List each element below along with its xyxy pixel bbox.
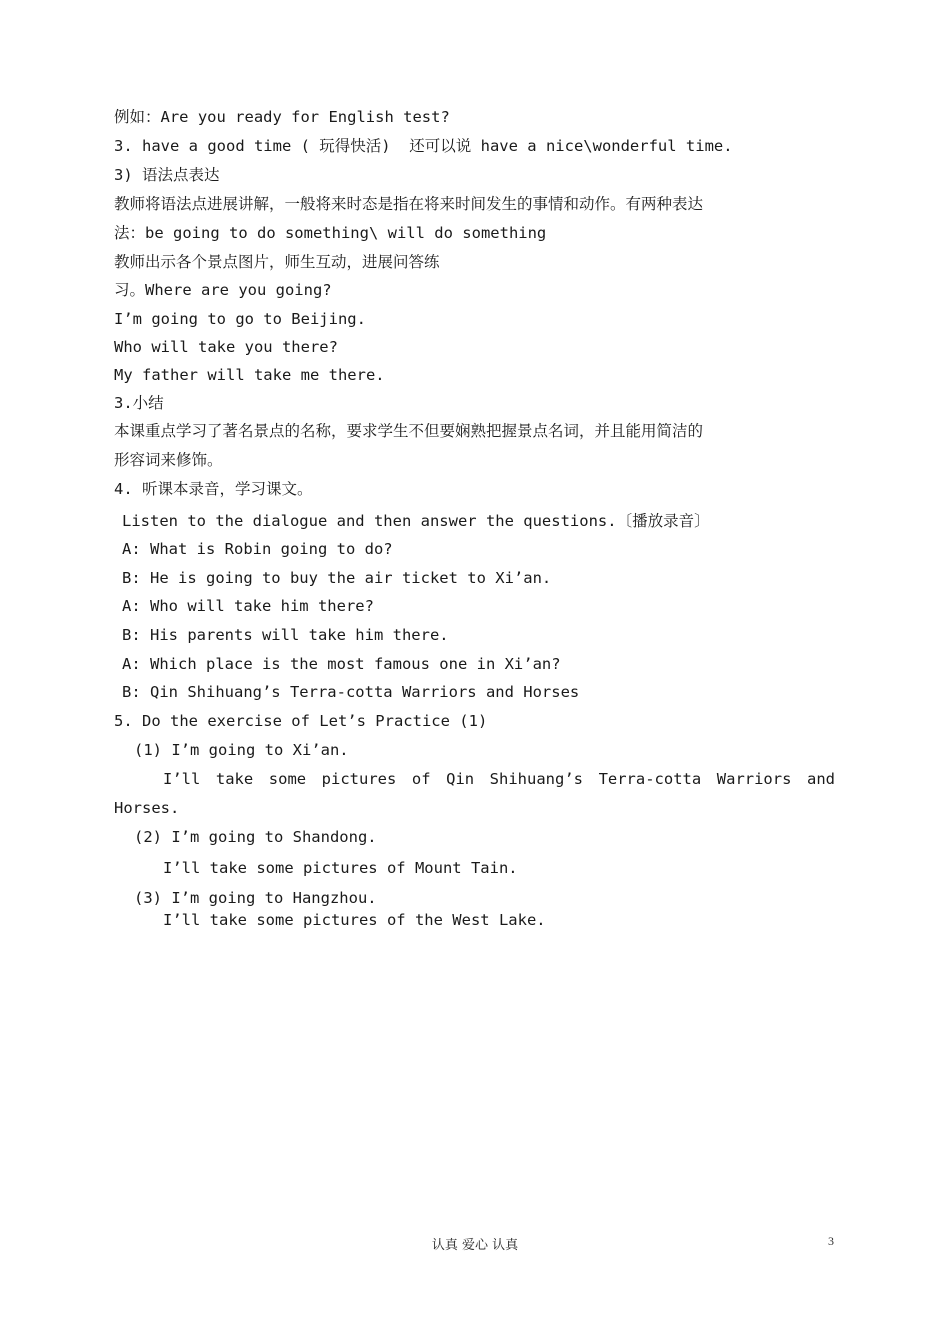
text-line-two-forms: 法：be going to do something\ will do something [114, 224, 547, 242]
dialogue-line-b1: B: He is going to buy the air ticket to Xi’an. [122, 569, 552, 587]
text-line-show-pictures: 教师出示各个景点图片，师生互动，进展问答练 [114, 253, 440, 271]
heading-exercise: 5. Do the exercise of Let’s Practice (1) [114, 712, 488, 730]
text-line-where-going: 习。Where are you going? [114, 281, 332, 299]
footer-motto: 认真 爱心 认真 [431, 1238, 519, 1253]
text-line-going-beijing: I’m going to go to Beijing. [114, 310, 366, 328]
text-line-have-good-time: 3. have a good time ( 玩得快活) 还可以说 have a nice\wonderful time. [114, 137, 733, 155]
exercise-item-2: (2) I’m going to Shandong. [134, 828, 377, 846]
text-line-listen-dialogue: Listen to the dialogue and then answer the questions.〔播放录音〕 [122, 512, 710, 530]
exercise-item-1-answer: I’ll take some pictures of Qin Shihuang’s Terra-cotta Warriors and [163, 770, 835, 788]
text-line-summary-body: 本课重点学习了著名景点的名称，要求学生不但要娴熟把握景点名词，并且能用简洁的 [114, 422, 704, 440]
exercise-item-2-answer: I’ll take some pictures of Mount Tain. [163, 859, 518, 877]
text-line-who-will-take: Who will take you there? [114, 338, 338, 356]
dialogue-line-b2: B: His parents will take him there. [122, 626, 449, 644]
dialogue-line-a2: A: Who will take him there? [122, 597, 374, 615]
dialogue-line-a1: A: What is Robin going to do? [122, 540, 393, 558]
text-line-summary-end: 形容词来修饰。 [114, 451, 223, 469]
exercise-item-3: (3) I’m going to Hangzhou. [134, 889, 377, 907]
heading-listen-recording: 4. 听课本录音，学习课文。 [114, 480, 313, 498]
exercise-item-1: (1) I’m going to Xi’an. [134, 741, 349, 759]
heading-summary: 3.小结 [114, 394, 164, 412]
text-line-father-take: My father will take me there. [114, 366, 385, 384]
dialogue-line-b3: B: Qin Shihuang’s Terra-cotta Warriors and Horses [122, 683, 580, 701]
page-number: 3 [828, 1234, 834, 1248]
text-line-grammar-explanation: 教师将语法点进展讲解，一般将来时态是指在将来时间发生的事情和动作。有两种表达 [114, 195, 704, 213]
exercise-item-3-answer: I’ll take some pictures of the West Lake. [163, 911, 546, 929]
exercise-item-1-answer-cont: Horses. [114, 799, 180, 817]
dialogue-line-a3: A: Which place is the most famous one in Xi’an? [122, 655, 561, 673]
text-line-example: 例如：Are you ready for English test? [114, 108, 450, 126]
heading-grammar-point: 3) 语法点表达 [114, 166, 220, 184]
